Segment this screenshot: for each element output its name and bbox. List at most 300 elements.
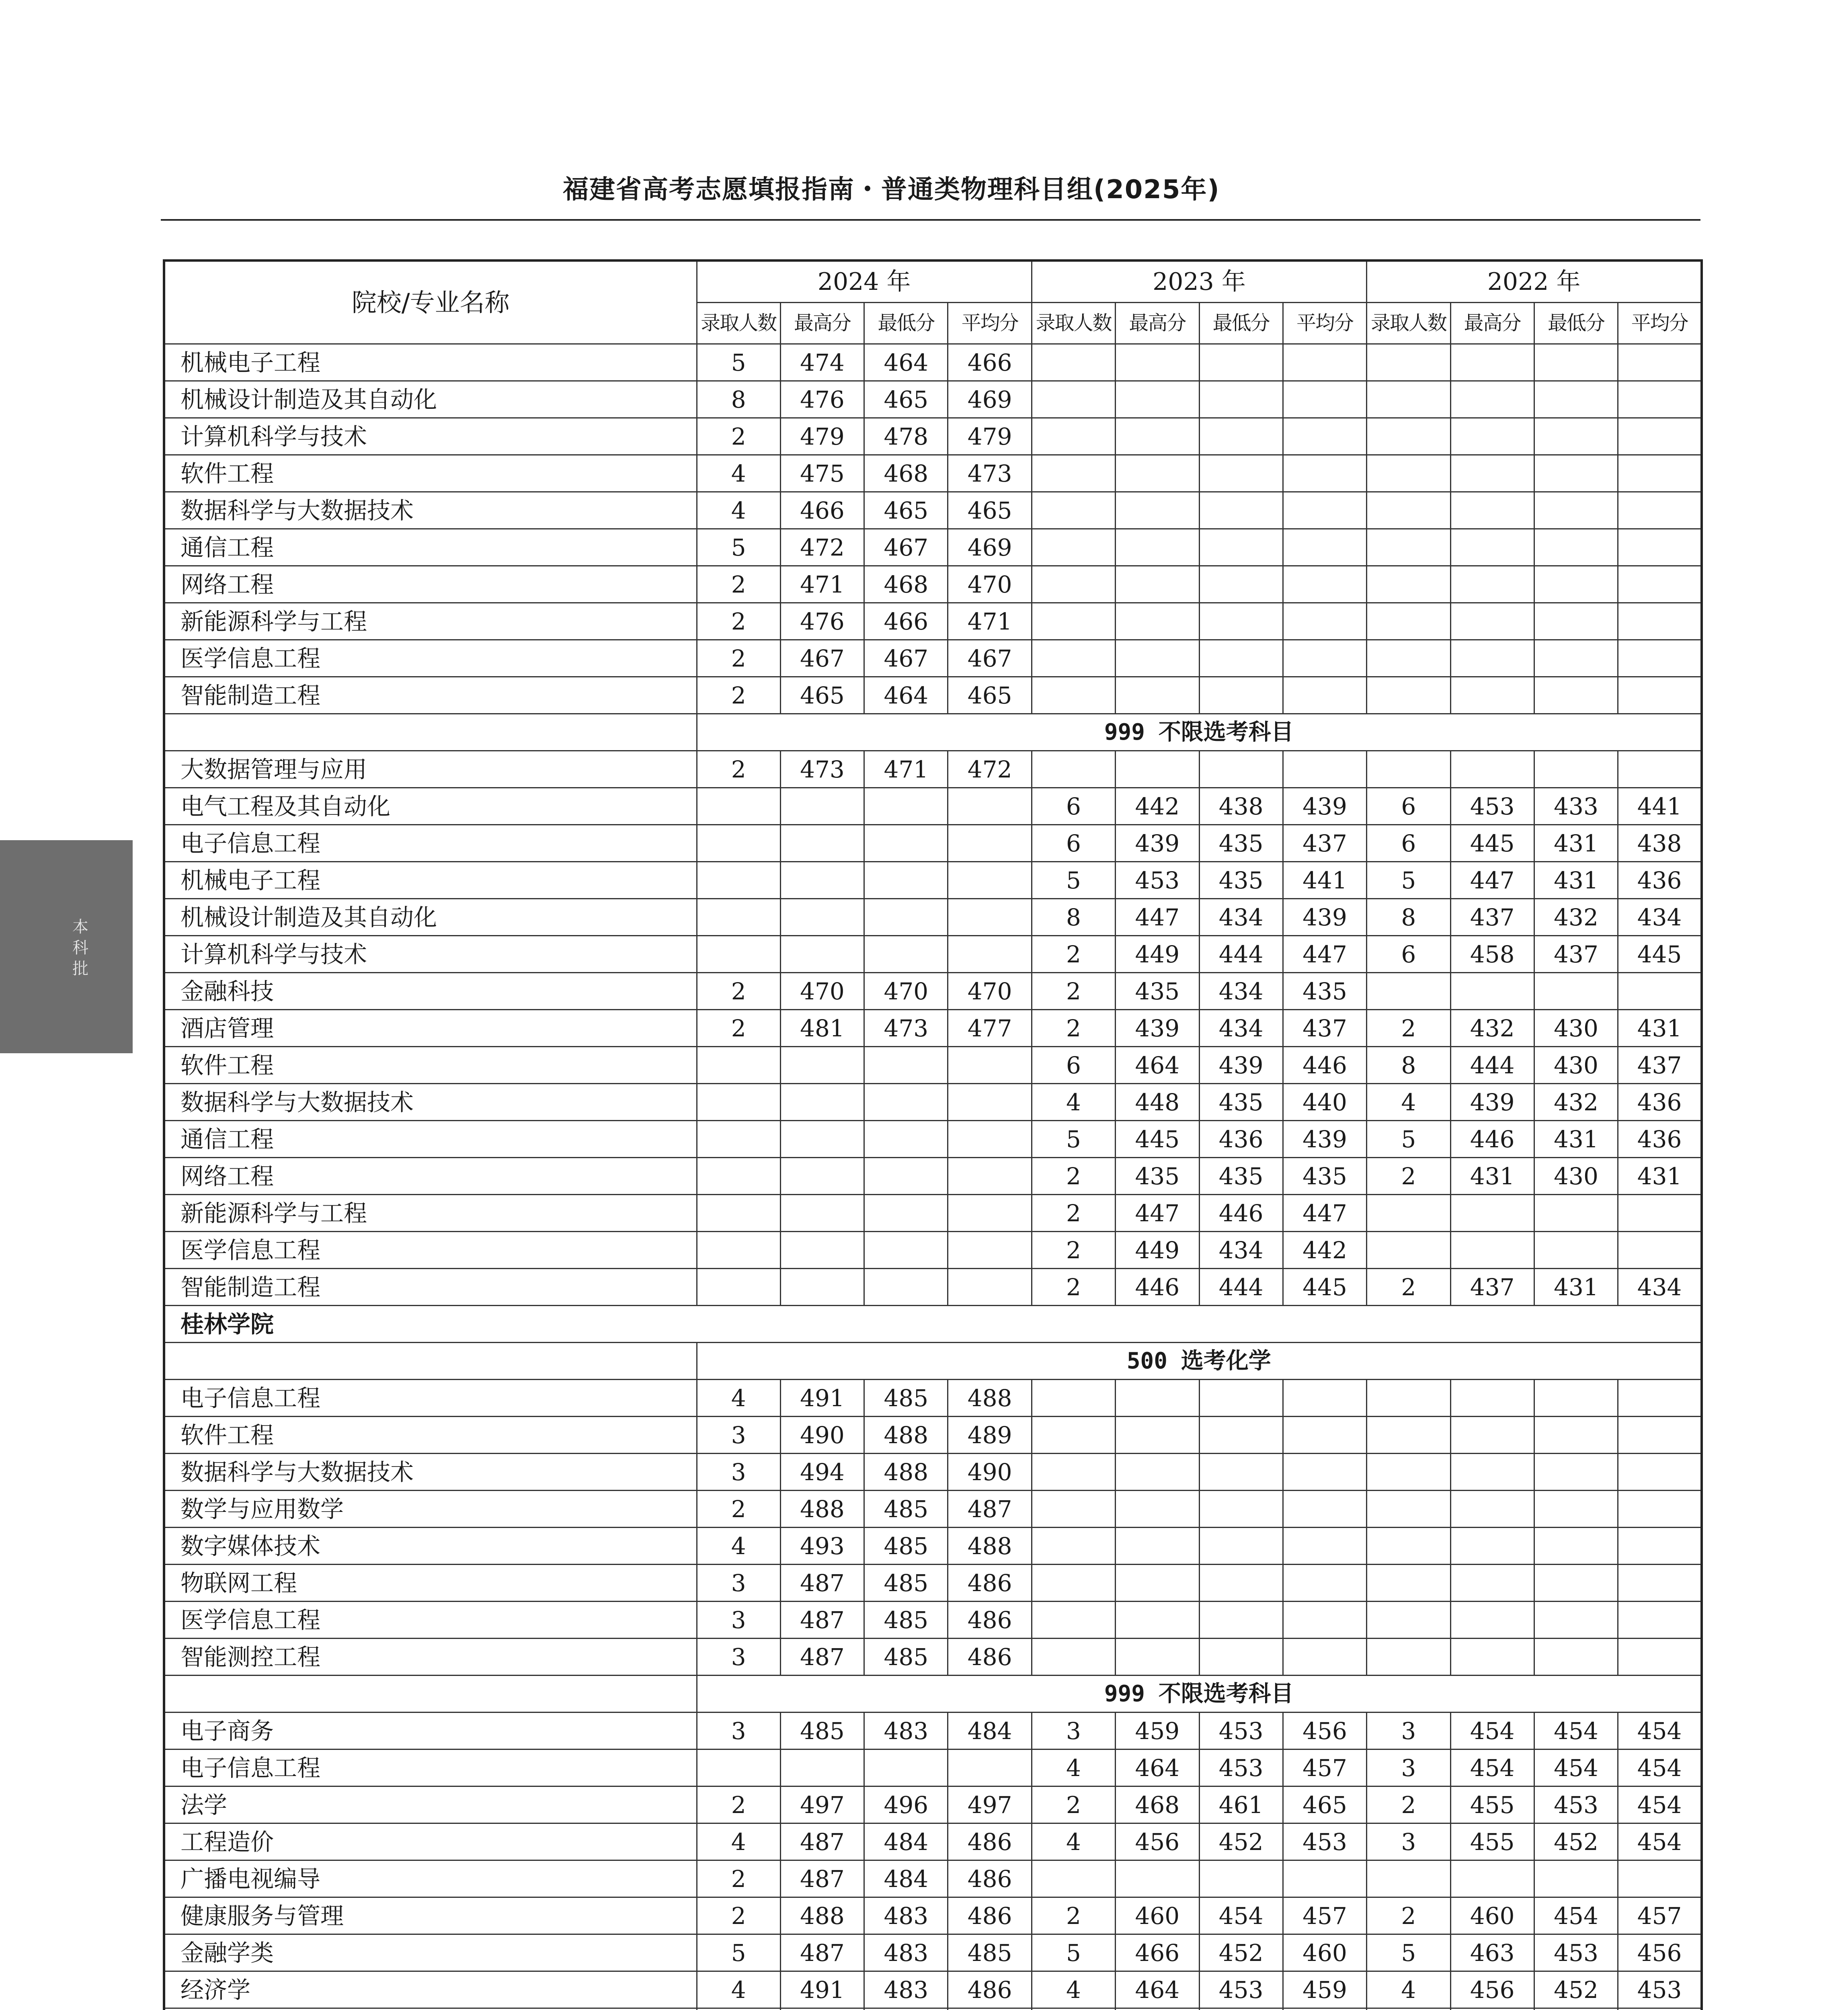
- score-cell: [1116, 1417, 1199, 1454]
- table-row: [164, 825, 1702, 862]
- score-cell: 465: [780, 677, 864, 714]
- score-cell: 431: [1534, 862, 1618, 899]
- score-cell: [1534, 381, 1618, 418]
- score-cell: 5: [1367, 1121, 1450, 1158]
- table-row: [164, 973, 1702, 1010]
- score-cell: 2: [697, 603, 780, 640]
- score-cell: 453: [1618, 1971, 1702, 2008]
- sub-header-min: 最低分: [1199, 303, 1283, 344]
- score-cell: [1199, 344, 1283, 381]
- score-cell: 485: [864, 1639, 948, 1676]
- score-cell: 2: [1032, 1786, 1115, 1823]
- score-cell: 454: [1199, 1897, 1283, 1934]
- score-cell: [1199, 492, 1283, 529]
- score-cell: 488: [948, 1528, 1032, 1565]
- score-cell: 452: [1199, 1823, 1283, 1860]
- score-cell: 8: [1367, 899, 1450, 936]
- score-cell: [1534, 492, 1618, 529]
- header-rule: [161, 219, 1700, 221]
- major-name: 数据科学与大数据技术: [164, 492, 697, 529]
- score-cell: 464: [864, 677, 948, 714]
- score-cell: 487: [780, 1565, 864, 1602]
- score-cell: 456: [1116, 1823, 1199, 1860]
- score-cell: 431: [1450, 1158, 1534, 1195]
- score-cell: [948, 1195, 1032, 1232]
- score-cell: [1116, 603, 1199, 640]
- major-name: 机械电子工程: [164, 344, 697, 381]
- score-cell: [1032, 1417, 1115, 1454]
- table-row: [164, 936, 1702, 973]
- score-cell: [780, 788, 864, 825]
- score-cell: 445: [1450, 825, 1534, 862]
- score-cell: 444: [1450, 1047, 1534, 1084]
- score-cell: 2: [1032, 1010, 1115, 1047]
- score-cell: [1534, 1195, 1618, 1232]
- score-cell: [1450, 1491, 1534, 1528]
- score-cell: 459: [1116, 1713, 1199, 1750]
- score-cell: 486: [948, 1823, 1032, 1860]
- score-cell: 454: [1618, 1786, 1702, 1823]
- score-cell: 460: [1450, 1897, 1534, 1934]
- score-cell: [1116, 1380, 1199, 1417]
- score-cell: [1534, 1528, 1618, 1565]
- group-blank-cell: [164, 1343, 697, 1380]
- admission-score-table: [163, 259, 1703, 2010]
- score-cell: [1367, 1565, 1450, 1602]
- score-cell: 3: [1367, 1750, 1450, 1786]
- score-cell: 434: [1618, 899, 1702, 936]
- score-cell: 472: [948, 751, 1032, 788]
- major-name: 经济学: [164, 1971, 697, 2008]
- table-row: [164, 418, 1702, 455]
- score-cell: 468: [864, 455, 948, 492]
- score-cell: [864, 1232, 948, 1269]
- score-cell: [948, 1232, 1032, 1269]
- score-cell: 465: [948, 492, 1032, 529]
- score-cell: 5: [697, 1934, 780, 1971]
- score-cell: 431: [1534, 1269, 1618, 1306]
- score-cell: [1618, 1232, 1702, 1269]
- subject-group-row: [164, 714, 1702, 751]
- score-cell: [1116, 2008, 1199, 2010]
- score-cell: 3: [697, 1454, 780, 1491]
- score-cell: 4: [697, 1380, 780, 1417]
- score-cell: 435: [1199, 1084, 1283, 1121]
- score-cell: 481: [780, 1010, 864, 1047]
- score-cell: 456: [1618, 1934, 1702, 1971]
- subject-group-row: [164, 1343, 1702, 1380]
- score-cell: [1534, 418, 1618, 455]
- score-cell: [864, 936, 948, 973]
- score-cell: [1199, 1860, 1283, 1897]
- score-cell: [1534, 1565, 1618, 1602]
- score-cell: 435: [1116, 973, 1199, 1010]
- table-row: [164, 1084, 1702, 1121]
- major-name: 电子商务: [164, 1713, 697, 1750]
- score-cell: [864, 2008, 948, 2010]
- subject-group-label: 500 选考化学: [697, 1343, 1702, 1380]
- score-cell: 454: [1618, 1823, 1702, 1860]
- score-cell: 435: [1199, 1158, 1283, 1195]
- score-cell: 453: [1450, 788, 1534, 825]
- score-cell: 2: [697, 1897, 780, 1934]
- score-cell: 2: [1367, 1897, 1450, 1934]
- major-name: 数字媒体技术: [164, 1528, 697, 1565]
- sub-header-max: 最高分: [780, 303, 864, 344]
- score-cell: [1534, 973, 1618, 1010]
- score-cell: 2: [1032, 1232, 1115, 1269]
- score-cell: [1450, 1528, 1534, 1565]
- score-cell: 433: [1534, 788, 1618, 825]
- score-cell: [1618, 1417, 1702, 1454]
- score-cell: 456: [1450, 1971, 1534, 2008]
- score-cell: 465: [948, 677, 1032, 714]
- score-cell: [948, 1158, 1032, 1195]
- score-cell: 465: [864, 381, 948, 418]
- score-cell: [1450, 1232, 1534, 1269]
- score-cell: [697, 2008, 780, 2010]
- score-cell: 444: [1199, 1269, 1283, 1306]
- score-cell: 459: [1283, 1971, 1366, 2008]
- score-cell: 6: [1032, 1047, 1115, 1084]
- score-cell: 453: [1199, 1971, 1283, 2008]
- score-cell: 469: [948, 381, 1032, 418]
- score-cell: 437: [1283, 825, 1366, 862]
- score-cell: 6: [1367, 788, 1450, 825]
- major-name: 网络工程: [164, 566, 697, 603]
- major-name: 物联网工程: [164, 1565, 697, 1602]
- score-cell: 446: [1199, 1195, 1283, 1232]
- score-cell: 476: [780, 603, 864, 640]
- score-cell: 484: [864, 1823, 948, 1860]
- score-cell: [1450, 640, 1534, 677]
- table-row: [164, 1195, 1702, 1232]
- year-header-2023: 2023 年: [1032, 260, 1366, 303]
- score-cell: 454: [1534, 1897, 1618, 1934]
- table-row: [164, 751, 1702, 788]
- score-cell: [1367, 1602, 1450, 1639]
- score-cell: [1032, 640, 1115, 677]
- score-cell: [1367, 529, 1450, 566]
- score-cell: [1116, 677, 1199, 714]
- score-cell: 485: [780, 1713, 864, 1750]
- score-cell: [1283, 640, 1366, 677]
- score-cell: [864, 1084, 948, 1121]
- major-name: 机械电子工程: [164, 862, 697, 899]
- score-cell: 2: [697, 418, 780, 455]
- score-cell: [1032, 1860, 1115, 1897]
- score-cell: 485: [864, 1528, 948, 1565]
- score-cell: [1032, 677, 1115, 714]
- table-row: [164, 1897, 1702, 1934]
- score-cell: 485: [948, 1934, 1032, 1971]
- score-cell: [1534, 566, 1618, 603]
- score-cell: 446: [1450, 1121, 1534, 1158]
- score-cell: [1283, 603, 1366, 640]
- score-cell: [697, 1158, 780, 1195]
- major-name: 医学信息工程: [164, 640, 697, 677]
- score-cell: [1367, 603, 1450, 640]
- score-cell: 431: [1534, 1121, 1618, 1158]
- score-cell: [1283, 677, 1366, 714]
- major-name: 新能源科学与工程: [164, 603, 697, 640]
- score-cell: [948, 1750, 1032, 1786]
- score-cell: 465: [1283, 1786, 1366, 1823]
- score-cell: [1367, 1454, 1450, 1491]
- page-header-title: 福建省高考志愿填报指南・普通类物理科目组(2025年): [563, 175, 1220, 205]
- score-cell: 464: [1116, 1971, 1199, 2008]
- score-cell: 475: [780, 455, 864, 492]
- score-cell: [1032, 1491, 1115, 1528]
- score-cell: [1450, 973, 1534, 1010]
- score-cell: 454: [1534, 1713, 1618, 1750]
- score-cell: 491: [780, 1380, 864, 1417]
- table-row: [164, 1491, 1702, 1528]
- score-cell: 487: [780, 1934, 864, 1971]
- score-cell: 439: [1283, 1121, 1366, 1158]
- score-cell: 453: [1199, 1713, 1283, 1750]
- score-cell: 439: [1283, 788, 1366, 825]
- score-cell: 460: [1116, 1897, 1199, 1934]
- score-cell: [1032, 381, 1115, 418]
- score-cell: [1283, 1639, 1366, 1676]
- table-row: [164, 1417, 1702, 1454]
- score-cell: [1450, 1602, 1534, 1639]
- major-name: [164, 2008, 697, 2010]
- score-cell: [1534, 529, 1618, 566]
- score-cell: 466: [948, 344, 1032, 381]
- major-name: 电子信息工程: [164, 1750, 697, 1786]
- score-cell: [1199, 1602, 1283, 1639]
- score-cell: 4: [697, 455, 780, 492]
- score-cell: [780, 1750, 864, 1786]
- score-cell: [1367, 344, 1450, 381]
- subject-group-label: 999 不限选考科目: [697, 714, 1702, 751]
- score-cell: [1116, 566, 1199, 603]
- table-header: [164, 260, 1702, 344]
- score-cell: [1450, 751, 1534, 788]
- score-cell: 5: [1367, 862, 1450, 899]
- score-cell: [1534, 1860, 1618, 1897]
- score-cell: [948, 1269, 1032, 1306]
- score-cell: 6: [1367, 936, 1450, 973]
- score-cell: 438: [1618, 825, 1702, 862]
- score-cell: 2: [697, 1786, 780, 1823]
- score-cell: [1534, 751, 1618, 788]
- score-cell: [780, 1232, 864, 1269]
- score-cell: 6: [1032, 825, 1115, 862]
- score-cell: 464: [1116, 1047, 1199, 1084]
- table-row: [164, 640, 1702, 677]
- score-cell: [1283, 1491, 1366, 1528]
- score-cell: 488: [780, 1491, 864, 1528]
- score-cell: 494: [780, 1454, 864, 1491]
- score-cell: [697, 899, 780, 936]
- score-cell: 430: [1534, 1010, 1618, 1047]
- score-cell: [1367, 1528, 1450, 1565]
- major-name: 金融科技: [164, 973, 697, 1010]
- table-row: [164, 1971, 1702, 2008]
- score-cell: [780, 1158, 864, 1195]
- score-cell: [1199, 1380, 1283, 1417]
- score-cell: 484: [948, 1713, 1032, 1750]
- score-cell: [1618, 566, 1702, 603]
- table-row: [164, 1047, 1702, 1084]
- score-cell: [1283, 381, 1366, 418]
- score-cell: [1367, 1417, 1450, 1454]
- score-cell: 446: [1283, 1047, 1366, 1084]
- score-cell: [1450, 344, 1534, 381]
- major-name: 软件工程: [164, 1047, 697, 1084]
- score-cell: 436: [1618, 1121, 1702, 1158]
- sub-header-max: 最高分: [1116, 303, 1199, 344]
- score-cell: [1618, 1380, 1702, 1417]
- score-cell: 437: [1450, 899, 1534, 936]
- score-cell: 454: [1450, 1713, 1534, 1750]
- score-cell: 436: [1199, 1121, 1283, 1158]
- score-cell: 487: [780, 1639, 864, 1676]
- score-cell: [1367, 640, 1450, 677]
- score-cell: 453: [1116, 862, 1199, 899]
- score-cell: 2: [697, 1010, 780, 1047]
- score-cell: 2: [697, 973, 780, 1010]
- score-cell: 497: [948, 1786, 1032, 1823]
- school-name: 桂林学院: [164, 1306, 1702, 1343]
- score-cell: 2: [1367, 1010, 1450, 1047]
- score-cell: 472: [780, 529, 864, 566]
- score-cell: [1618, 492, 1702, 529]
- score-cell: [948, 1121, 1032, 1158]
- score-cell: 453: [1283, 1823, 1366, 1860]
- score-cell: [1032, 1602, 1115, 1639]
- score-cell: 464: [864, 344, 948, 381]
- score-cell: [1116, 381, 1199, 418]
- score-cell: [864, 1121, 948, 1158]
- score-cell: [697, 862, 780, 899]
- score-cell: [1199, 1528, 1283, 1565]
- score-cell: 4: [1032, 1971, 1115, 2008]
- sub-header-admitted: 录取人数: [697, 303, 780, 344]
- score-cell: [1116, 529, 1199, 566]
- major-name: 医学信息工程: [164, 1232, 697, 1269]
- score-cell: 3: [697, 1565, 780, 1602]
- table-row: [164, 2008, 1702, 2010]
- score-cell: 5: [1032, 1121, 1115, 1158]
- score-cell: [697, 788, 780, 825]
- score-cell: [1283, 566, 1366, 603]
- score-cell: 485: [864, 1380, 948, 1417]
- score-cell: 487: [780, 1860, 864, 1897]
- score-cell: [697, 1047, 780, 1084]
- score-cell: 467: [864, 640, 948, 677]
- score-cell: [948, 2008, 1032, 2010]
- score-cell: 2: [1032, 973, 1115, 1010]
- score-cell: 447: [1116, 899, 1199, 936]
- score-cell: [1450, 677, 1534, 714]
- score-cell: [1618, 1639, 1702, 1676]
- major-name: 机械设计制造及其自动化: [164, 381, 697, 418]
- major-name: 法学: [164, 1786, 697, 1823]
- score-cell: 2: [697, 640, 780, 677]
- score-cell: [1116, 1602, 1199, 1639]
- year-header-2022: 2022 年: [1367, 260, 1702, 303]
- score-cell: 435: [1116, 1158, 1199, 1195]
- score-cell: 452: [1534, 1823, 1618, 1860]
- table-row: [164, 1565, 1702, 1602]
- score-cell: [1032, 455, 1115, 492]
- score-cell: 454: [1534, 1750, 1618, 1786]
- score-cell: 447: [1450, 862, 1534, 899]
- score-cell: [1199, 1639, 1283, 1676]
- table-row: [164, 862, 1702, 899]
- score-cell: [1618, 455, 1702, 492]
- score-cell: 435: [1199, 825, 1283, 862]
- score-cell: [864, 862, 948, 899]
- score-cell: 5: [1032, 1934, 1115, 1971]
- score-cell: 2: [1032, 936, 1115, 973]
- score-cell: 471: [864, 751, 948, 788]
- score-cell: [780, 1269, 864, 1306]
- score-cell: 2: [1367, 1158, 1450, 1195]
- score-cell: [1199, 529, 1283, 566]
- score-cell: 473: [948, 455, 1032, 492]
- score-cell: 434: [1199, 899, 1283, 936]
- score-cell: [1618, 973, 1702, 1010]
- sub-header-admitted: 录取人数: [1367, 303, 1450, 344]
- score-cell: 470: [864, 973, 948, 1010]
- score-cell: 491: [780, 1971, 864, 2008]
- score-cell: 441: [1283, 862, 1366, 899]
- score-cell: 8: [1032, 899, 1115, 936]
- score-cell: 447: [1116, 1195, 1199, 1232]
- score-cell: 493: [780, 1528, 864, 1565]
- score-cell: 3: [1367, 1823, 1450, 1860]
- score-cell: 465: [864, 492, 948, 529]
- score-cell: 439: [1116, 825, 1199, 862]
- score-cell: 484: [864, 1860, 948, 1897]
- score-cell: [1283, 1454, 1366, 1491]
- sub-header-avg: 平均分: [1283, 303, 1366, 344]
- score-cell: [1618, 418, 1702, 455]
- score-cell: 468: [1116, 1786, 1199, 1823]
- score-cell: 437: [1534, 936, 1618, 973]
- score-cell: [1283, 455, 1366, 492]
- major-name: 数据科学与大数据技术: [164, 1454, 697, 1491]
- score-cell: [948, 862, 1032, 899]
- score-cell: 488: [864, 1454, 948, 1491]
- score-cell: [1116, 418, 1199, 455]
- score-cell: 486: [948, 1971, 1032, 2008]
- score-cell: [1199, 1491, 1283, 1528]
- score-cell: 445: [1283, 1269, 1366, 1306]
- score-cell: 440: [1283, 1084, 1366, 1121]
- major-name: 通信工程: [164, 1121, 697, 1158]
- score-cell: [780, 1195, 864, 1232]
- score-cell: 432: [1450, 1010, 1534, 1047]
- score-cell: 453: [1534, 1786, 1618, 1823]
- score-cell: [1618, 1195, 1702, 1232]
- score-cell: 431: [1618, 1158, 1702, 1195]
- table-row: [164, 1786, 1702, 1823]
- score-cell: 2: [697, 751, 780, 788]
- subject-group-label: 999 不限选考科目: [697, 1676, 1702, 1713]
- major-name: 智能制造工程: [164, 1269, 697, 1306]
- major-name: 数学与应用数学: [164, 1491, 697, 1528]
- table-row: [164, 1713, 1702, 1750]
- table-row: [164, 529, 1702, 566]
- score-cell: 431: [1534, 825, 1618, 862]
- score-cell: [1534, 1417, 1618, 1454]
